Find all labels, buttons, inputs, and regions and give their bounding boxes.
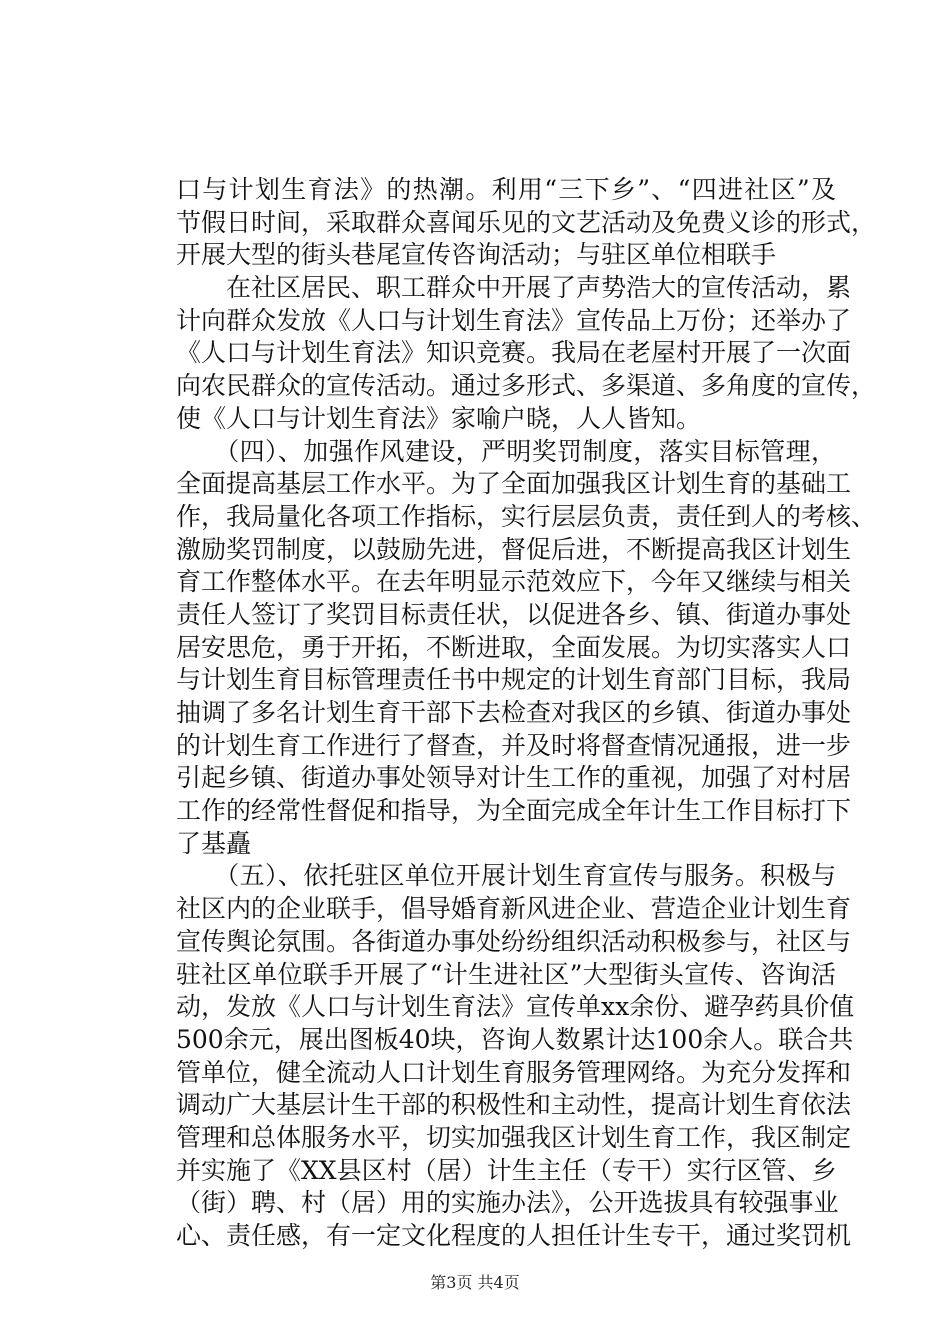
text-line: 动，发放《人口与计划生育法》宣传单xx余份、避孕药具价值 xyxy=(176,992,855,1022)
text-line: 育工作整体水平。在去年明显示范效应下，今年又继续与相关 xyxy=(176,567,852,597)
text-line: 并实施了《XX县区村（居）计生主任（专干）实行区管、乡 xyxy=(176,1155,837,1185)
page-footer: 第3页 共4页 xyxy=(430,1273,520,1292)
text-line: 责任人签订了奖罚目标责任状，以促进各乡、镇、街道办事处 xyxy=(176,599,852,629)
text-line: 管单位，健全流动人口计划生育服务管理网络。为充分发挥和 xyxy=(176,1057,852,1087)
text-line: 使《人口与计划生育法》家喻户晓，人人皆知。 xyxy=(176,403,702,433)
text-line: 开展大型的街头巷尾宣传咨询活动；与驻区单位相联手 xyxy=(176,240,777,270)
text-line: 了基矗 xyxy=(176,828,252,858)
text-line: 管理和总体服务水平，切实加强我区计划生育工作，我区制定 xyxy=(176,1122,852,1152)
text-line: 宣传舆论氛围。各街道办事处纷纷组织活动积极参与，社区与 xyxy=(176,926,852,956)
text-line: 全面提高基层工作水平。为了全面加强我区计划生育的基础工 xyxy=(176,469,852,499)
text-line: 社区内的企业联手，倡导婚育新风进企业、营造企业计划生育 xyxy=(176,894,852,924)
text-line: 激励奖罚制度，以鼓励先进，督促后进，不断提高我区计划生 xyxy=(176,534,852,564)
text-line: 工作的经常性督促和指导，为全面完成全年计生工作目标打下 xyxy=(176,796,852,826)
text-line: 引起乡镇、街道办事处领导对计生工作的重视，加强了对村居 xyxy=(176,763,852,793)
text-line: 作，我局量化各项工作指标，实行层层负责，责任到人的考核、 xyxy=(176,501,877,531)
text-line: 与计划生育目标管理责任书中规定的计划生育部门目标，我局 xyxy=(176,665,852,695)
text-line: 口与计划生育法》的热潮。利用“三下乡”、“四进社区”及 xyxy=(176,175,836,204)
text-line: 节假日时间，采取群众喜闻乐见的文艺活动及免费义诊的形式， xyxy=(176,207,877,237)
text-line: （五）、依托驻区单位开展计划生育宣传与服务。积极与 xyxy=(176,861,836,891)
text-line: 《人口与计划生育法》知识竞赛。我局在老屋村开展了一次面 xyxy=(176,338,852,368)
text-line: （四）、加强作风建设，严明奖罚制度，落实目标管理， xyxy=(176,436,836,466)
text-line: 心、责任感，有一定文化程度的人担任计生专干，通过奖罚机 xyxy=(176,1221,852,1250)
text-line: 驻社区单位联手开展了“计生进社区”大型街头宣传、咨询活 xyxy=(176,959,836,989)
text-line: 500余元，展出图板40块，咨询人数累计达100余人。联合共 xyxy=(176,1024,854,1054)
text-line: 的计划生育工作进行了督查，并及时将督查情况通报，进一步 xyxy=(176,730,852,760)
text-line: 计向群众发放《人口与计划生育法》宣传品上万份；还举办了 xyxy=(176,305,852,335)
text-line: （街）聘、村（居）用的实施办法》，公开选拔具有较强事业 xyxy=(176,1188,839,1218)
text-line: 抽调了多名计划生育干部下去检查对我区的乡镇、街道办事处 xyxy=(176,698,852,727)
text-line: 调动广大基层计生干部的积极性和主动性，提高计划生育依法 xyxy=(176,1090,852,1120)
body-text xyxy=(176,174,877,1253)
text-line: 在社区居民、职工群众中开展了声势浩大的宣传活动，累 xyxy=(176,273,852,303)
text-line: 居安思危，勇于开拓，不断进取，全面发展。为切实落实人口 xyxy=(176,632,852,662)
text-line: 向农民群众的宣传活动。通过多形式、多渠道、多角度的宣传， xyxy=(176,371,877,401)
